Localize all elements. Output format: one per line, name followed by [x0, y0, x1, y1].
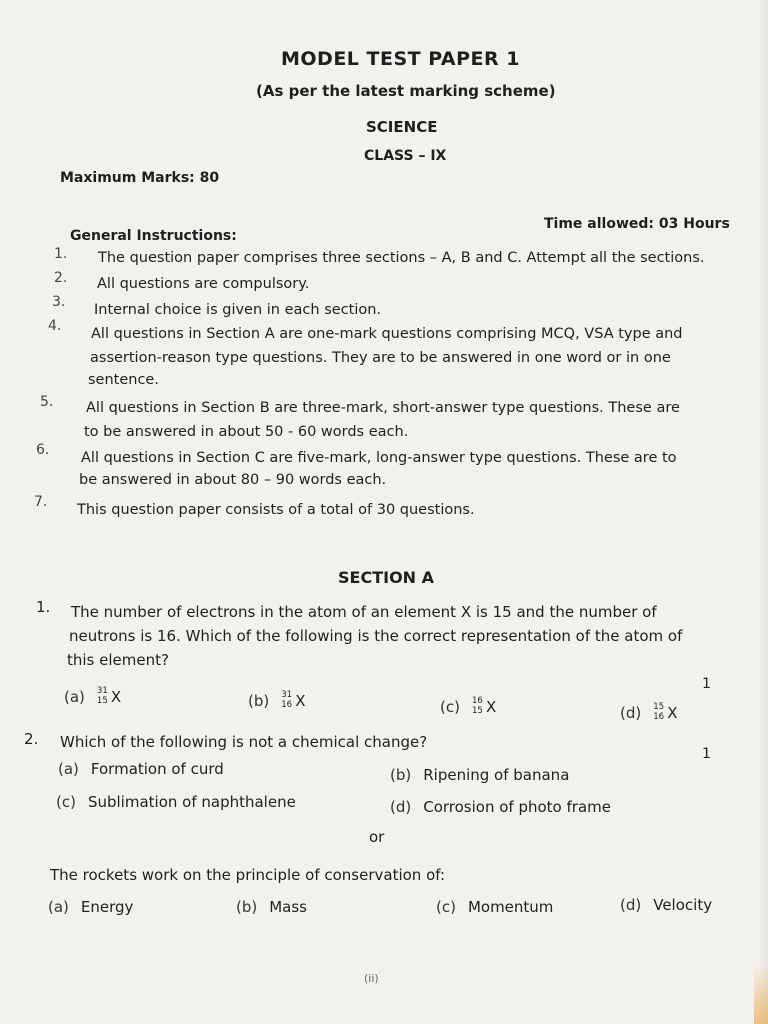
nuclide-notation: [281, 690, 295, 712]
element-symbol: X: [295, 692, 306, 710]
option-text: Formation of curd: [90, 760, 224, 778]
instruction-line: assertion-reason type questions. They are to be answered in one word or in one: [90, 350, 671, 366]
option-label: (c): [440, 697, 460, 716]
question-line: The number of electrons in the atom of an element X is 15 and the number of: [71, 603, 657, 621]
class-label: CLASS – IX: [364, 148, 447, 164]
instruction-line: All questions are compulsory.: [97, 276, 310, 292]
instruction-line: The question paper comprises three sections – A, B and C. Attempt all the sections.: [98, 250, 705, 266]
option: [64, 686, 121, 708]
mass-number: 15: [653, 702, 665, 712]
option: [236, 898, 307, 916]
time-allowed: Time allowed: 03 Hours: [544, 216, 730, 232]
mass-number: 31: [281, 690, 293, 700]
option: [440, 696, 496, 718]
option-label: (b): [390, 766, 412, 784]
instruction-line: sentence.: [88, 372, 159, 388]
atomic-number: 15: [471, 706, 483, 716]
page-number: (ii): [364, 972, 379, 985]
option-text: Sublimation of naphthalene: [87, 793, 296, 811]
instruction-number: 4.: [48, 318, 62, 334]
atomic-number: 16: [281, 700, 293, 710]
option-label: (b): [236, 898, 258, 916]
instructions-heading: General Instructions:: [70, 228, 237, 244]
option: [248, 690, 306, 712]
instruction-number: 7.: [34, 494, 48, 510]
option-label: (d): [620, 703, 642, 722]
option-label: (c): [56, 793, 76, 811]
question-marks: 1: [702, 676, 711, 692]
atomic-number: 15: [96, 696, 108, 706]
alternate-question-text: The rockets work on the principle of conservation of:: [50, 866, 446, 884]
instruction-number: 2.: [54, 270, 68, 286]
nuclide-notation: [653, 702, 667, 724]
element-symbol: X: [110, 688, 122, 706]
instruction-line: All questions in Section B are three-mark, short-answer type questions. These are: [86, 400, 680, 416]
or-divider: or: [369, 828, 385, 846]
option: [620, 896, 712, 914]
nuclide-notation: [97, 686, 111, 708]
option-label: (c): [436, 898, 456, 916]
paper-subtitle: (As per the latest marking scheme): [256, 82, 556, 100]
option-text: Mass: [269, 898, 307, 916]
question-number: 2.: [24, 730, 39, 748]
option-text: Momentum: [467, 898, 554, 916]
option-label: (a): [58, 760, 79, 778]
option-text: Velocity: [653, 896, 713, 914]
option-text: Ripening of banana: [423, 766, 570, 784]
option: [390, 766, 569, 784]
option-text: Energy: [80, 898, 134, 916]
option-text: Corrosion of photo frame: [423, 798, 611, 816]
option: [390, 798, 611, 816]
subject-label: SCIENCE: [366, 118, 438, 136]
section-a-heading: SECTION A: [338, 568, 435, 587]
question-marks: 1: [702, 746, 711, 762]
instruction-line: to be answered in about 50 - 60 words each.: [84, 424, 409, 440]
option-label: (d): [390, 798, 412, 816]
page-edge-shadow: [758, 0, 768, 1024]
option-label: (a): [48, 898, 69, 916]
instruction-line: Internal choice is given in each section.: [94, 302, 382, 318]
atomic-number: 16: [653, 712, 665, 722]
paper-title: MODEL TEST PAPER 1: [281, 48, 520, 70]
option-label: (a): [64, 687, 85, 706]
option: [58, 760, 224, 778]
instruction-number: 1.: [54, 246, 68, 262]
element-symbol: X: [485, 698, 497, 716]
element-symbol: X: [667, 704, 678, 722]
option-label: (b): [248, 691, 270, 710]
instruction-line: This question paper consists of a total of 30 questions.: [77, 502, 475, 518]
mass-number: 31: [96, 686, 108, 696]
question-text: Which of the following is not a chemical change?: [60, 733, 428, 751]
instruction-line: All questions in Section C are five-mark, long-answer type questions. These are to: [81, 450, 677, 466]
option: [620, 702, 678, 724]
question-line: this element?: [67, 651, 169, 669]
mass-number: 16: [471, 696, 483, 706]
option-label: (d): [620, 896, 642, 914]
instruction-number: 6.: [36, 442, 50, 458]
corner-smudge: [754, 964, 768, 1024]
max-marks: Maximum Marks: 80: [60, 170, 220, 186]
instruction-line: All questions in Section A are one-mark questions comprising MCQ, VSA type and: [91, 326, 683, 342]
instruction-line: be answered in about 80 – 90 words each.: [79, 472, 387, 488]
instruction-number: 5.: [40, 394, 54, 410]
question-number: 1.: [36, 598, 51, 616]
nuclide-notation: [472, 696, 486, 718]
question-line: neutrons is 16. Which of the following is the correct representation of the atom of: [69, 627, 683, 645]
option: [48, 898, 133, 916]
option: [436, 898, 553, 916]
instruction-number: 3.: [52, 294, 66, 310]
option: [56, 793, 296, 811]
